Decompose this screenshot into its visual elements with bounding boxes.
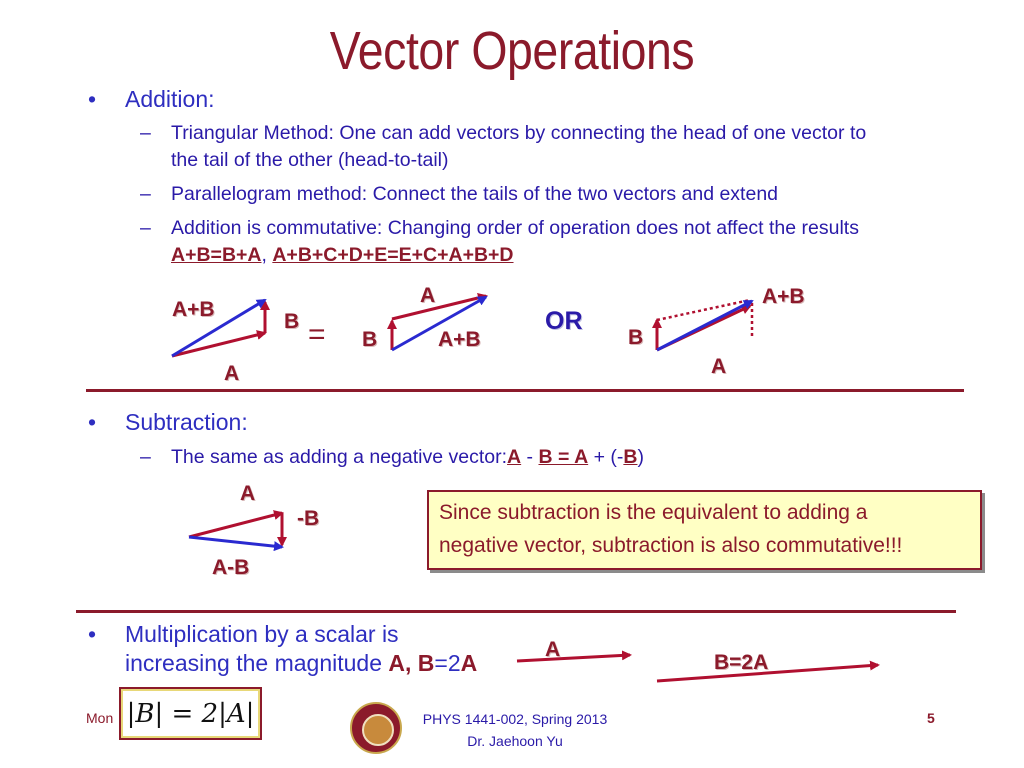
magnitude-formula: |𝐵| = 2|𝐴| <box>119 687 262 740</box>
equation-abcde: A+B+C+D+E=E+C+A+B+D <box>272 244 514 266</box>
mult-label-a: A <box>545 638 561 661</box>
equals-sign: = <box>308 318 326 351</box>
d2-vector-a <box>392 296 486 319</box>
addition-heading: Addition: <box>125 86 215 112</box>
sub-label-diff: A-B <box>212 556 250 579</box>
footer-instructor: Dr. Jaehoon Yu <box>467 733 563 749</box>
divider-2 <box>76 610 956 613</box>
addition-item-commutative: – Addition is commutative: Changing order of operation does not affect the results A+B=B+A, A+B+C+D+E=E+C+A+B+D <box>171 215 859 269</box>
d1-label-a: A <box>224 362 240 385</box>
mult-label-b: B=2A <box>714 651 769 674</box>
divider-1 <box>86 389 964 392</box>
d1-vector-a <box>172 333 265 356</box>
mult-vector-a <box>517 655 630 661</box>
subtraction-heading: Subtraction: <box>125 409 248 435</box>
d3-label-a: A <box>711 355 727 378</box>
page-number: 5 <box>927 710 935 726</box>
bullet-multiplication: • Multiplication by a scalar is increasing the magnitude A, B=2A <box>88 621 478 676</box>
d2-label-a: A <box>420 284 436 307</box>
sub-vector-diff <box>189 537 282 547</box>
slide-title: Vector Operations <box>329 21 695 81</box>
equation-ab: A+B=B+A <box>171 244 262 266</box>
d2-label-sum: A+B <box>438 328 481 351</box>
commutative-equations: A+B=B+A, A+B+C+D+E=E+C+A+B+D <box>171 244 514 266</box>
bullet-dot: • <box>88 86 97 112</box>
triangular-line-2: the tail of the other (head-to-tail) <box>171 149 449 171</box>
bullet-subtraction: • Subtraction: <box>88 409 248 435</box>
subtraction-item: – The same as adding a negative vector:A - B = A + (-B) <box>140 446 644 468</box>
commutative-line: Addition is commutative: Changing order of operation does not affect the results <box>171 217 859 239</box>
or-label: OR <box>545 307 583 335</box>
commutative-note-box: Since subtraction is the equivalent to adding a negative vector, subtraction is also commutative!!! <box>427 490 982 570</box>
footer-date: Mon <box>86 710 114 726</box>
addition-item-triangular: – Triangular Method: One can add vectors by connecting the head of one vector to the tail of the other (head-to-tail) <box>171 120 866 174</box>
d1-label-sum: A+B <box>172 298 215 321</box>
d2-label-b: B <box>362 328 378 351</box>
footer-course: PHYS 1441-002, Spring 2013 <box>422 711 608 727</box>
multiplication-line-1: Multiplication by a scalar is <box>125 621 399 647</box>
d3-vector-sum <box>657 301 752 350</box>
sub-vector-a <box>189 513 282 537</box>
d1-label-b: B <box>284 310 300 333</box>
footer-course-block <box>410 708 620 752</box>
addition-item-parallelogram: – Parallelogram method: Connect the tails of the two vectors and extend <box>171 181 778 208</box>
sub-label-a: A <box>240 482 256 505</box>
triangular-line-1: Triangular Method: One can add vectors by connecting the head of one vector to <box>171 122 867 144</box>
parallelogram-line: Parallelogram method: Connect the tails of the two vectors and extend <box>171 183 779 205</box>
sub-label-neg-b: -B <box>297 507 320 530</box>
university-seal-icon <box>350 702 402 754</box>
multiplication-line-2: increasing the magnitude A, B=2A <box>125 650 478 676</box>
d3-label-sum: A+B <box>762 285 805 308</box>
d3-label-b: B <box>628 326 644 349</box>
